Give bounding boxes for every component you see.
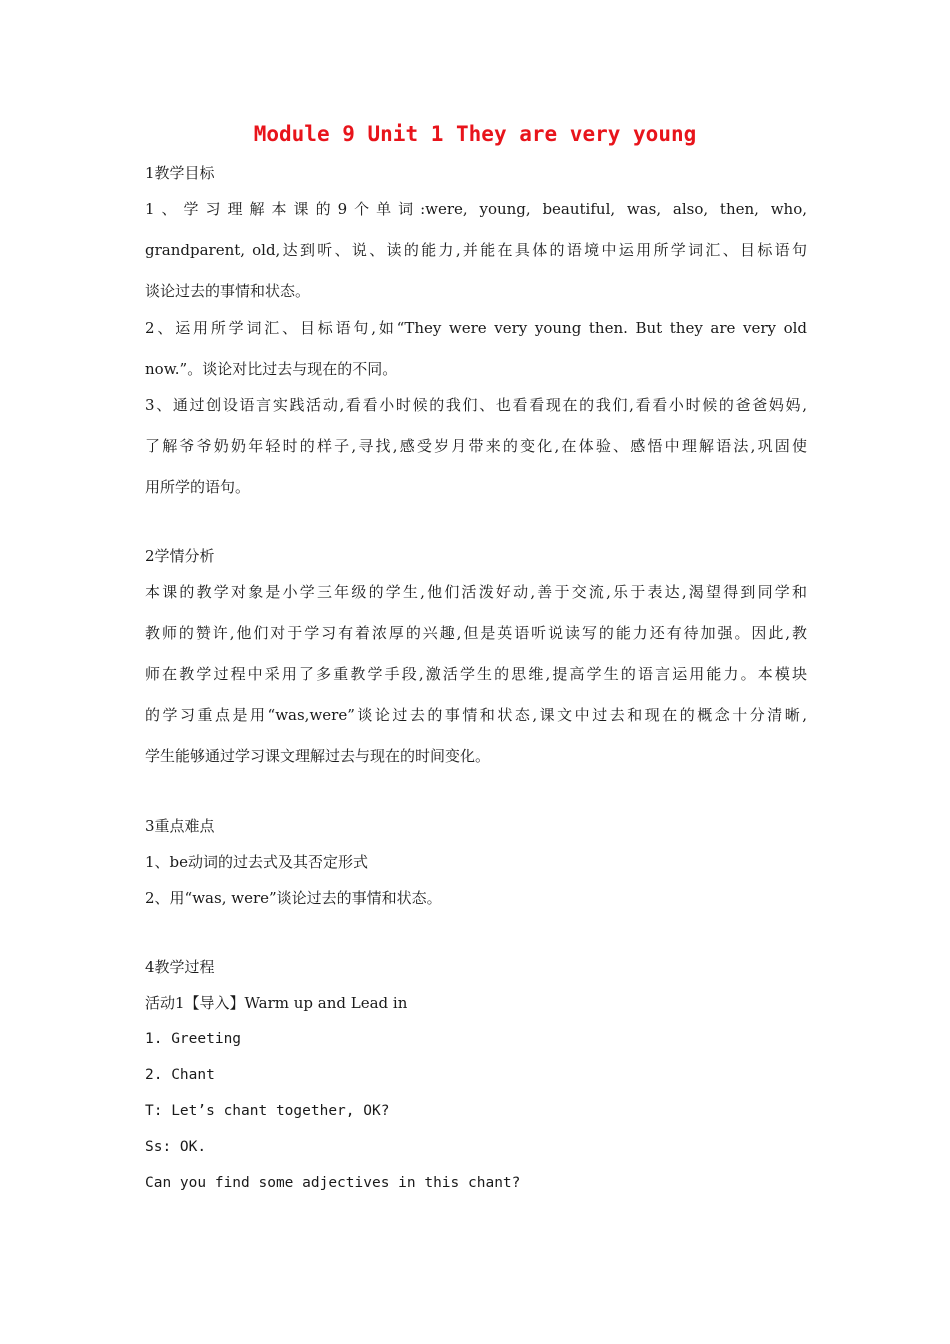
list-item: 2、用“was, were”谈论过去的事情和状态。	[145, 889, 442, 907]
dialogue-line: Can you find some adjectives in this chant?	[145, 1175, 521, 1191]
paragraph-line: 本课的教学对象是小学三年级的学生,他们活泼好动,善于交流,乐于表达,渴望得到同学和	[145, 583, 807, 601]
dialogue-line: Ss: OK.	[145, 1139, 207, 1155]
section-heading-objectives: 1教学目标	[145, 164, 215, 182]
paragraph-line: grandparent, old,达到听、说、读的能力,并能在具体的语境中运用所学词汇、目标语句	[145, 241, 807, 259]
section-heading-process: 4教学过程	[145, 958, 215, 976]
paragraph-line: now.”。谈论对比过去与现在的不同。	[145, 360, 398, 378]
paragraph-line: 谈论过去的事情和状态。	[145, 282, 311, 300]
dialogue-line: T: Let’s chant together, OK?	[145, 1103, 390, 1119]
paragraph-line: 2、运用所学词汇、目标语句,如“They were very young then. But they are very old	[145, 319, 807, 337]
document-title: Module 9 Unit 1 They are very young	[253, 122, 697, 146]
paragraph-line: 师在教学过程中采用了多重教学手段,激活学生的思维,提高学生的语言运用能力。本模块	[145, 665, 807, 683]
paragraph-line: 学生能够通过学习课文理解过去与现在的时间变化。	[145, 747, 491, 765]
paragraph-line: 了解爷爷奶奶年轻时的样子,寻找,感受岁月带来的变化,在体验、感悟中理解语法,巩固使	[145, 437, 807, 455]
paragraph-line: 1、学习理解本课的9个单词:were, young, beautiful, was, also, then, who,	[145, 200, 807, 218]
activity-heading: 活动1【导入】Warm up and Lead in	[145, 994, 408, 1012]
list-item: 1. Greeting	[145, 1031, 242, 1047]
paragraph-line: 用所学的语句。	[145, 478, 251, 496]
paragraph-line: 3、通过创设语言实践活动,看看小时候的我们、也看看现在的我们,看看小时候的爸爸妈妈,	[145, 396, 807, 414]
section-heading-analysis: 2学情分析	[145, 547, 215, 565]
paragraph-line: 教师的赞许,他们对于学习有着浓厚的兴趣,但是英语听说读写的能力还有待加强。因此,教	[145, 624, 807, 642]
paragraph-line: 的学习重点是用“was,were”谈论过去的事情和状态,课文中过去和现在的概念十分清晰,	[145, 706, 807, 724]
list-item: 1、be动词的过去式及其否定形式	[145, 853, 369, 871]
list-item: 2. Chant	[145, 1067, 215, 1083]
section-heading-key-points: 3重点难点	[145, 817, 215, 835]
